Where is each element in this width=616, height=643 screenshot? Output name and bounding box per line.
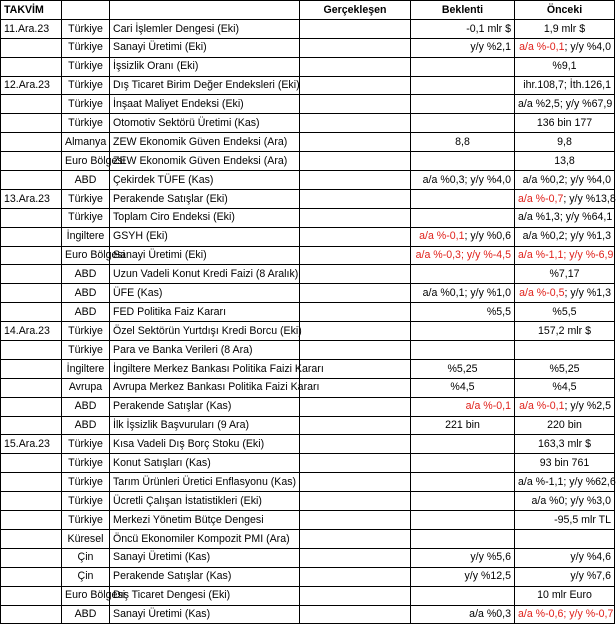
table-row	[1, 511, 615, 530]
event-cell: İlk İşsizlik Başvuruları (9 Ara)	[110, 416, 300, 435]
expected-cell: y/y %5,6	[411, 548, 515, 567]
expected-cell: a/a %-0,1; y/y %0,6	[411, 227, 515, 246]
date-cell	[1, 95, 62, 114]
actual-cell	[300, 189, 411, 208]
country-cell: Türkiye	[62, 189, 110, 208]
table-row	[1, 114, 615, 133]
actual-cell	[300, 57, 411, 76]
previous-cell: %7,17	[515, 265, 615, 284]
actual-cell	[300, 114, 411, 133]
event-cell: İşsizlik Oranı (Eki)	[110, 57, 300, 76]
table-row	[1, 57, 615, 76]
table-row	[1, 95, 615, 114]
expected-cell	[411, 322, 515, 341]
table-row	[1, 76, 615, 95]
date-cell	[1, 265, 62, 284]
expected-cell	[411, 435, 515, 454]
event-cell: Cari İşlemler Dengesi (Eki)	[110, 19, 300, 38]
expected-cell	[411, 114, 515, 133]
date-cell	[1, 359, 62, 378]
country-cell: Türkiye	[62, 95, 110, 114]
expected-cell	[411, 95, 515, 114]
actual-cell	[300, 208, 411, 227]
actual-cell	[300, 454, 411, 473]
country-cell: ABD	[62, 284, 110, 303]
date-cell	[1, 473, 62, 492]
previous-cell: 93 bin 761	[515, 454, 615, 473]
expected-cell: %4,5	[411, 378, 515, 397]
previous-cell: a/a %-0,7; y/y %13,8	[515, 189, 615, 208]
table-row	[1, 397, 615, 416]
table-row	[1, 284, 615, 303]
table-row	[1, 265, 615, 284]
previous-cell: 157,2 mlr $	[515, 322, 615, 341]
header-expected: Beklenti	[411, 1, 515, 20]
actual-cell	[300, 548, 411, 567]
table-row	[1, 303, 615, 322]
previous-cell: 13,8	[515, 152, 615, 171]
event-cell: Dış Ticaret Birim Değer Endeksleri (Eki)	[110, 76, 300, 95]
date-cell	[1, 227, 62, 246]
country-cell: İngiltere	[62, 227, 110, 246]
date-cell	[1, 208, 62, 227]
event-cell: Konut Satışları (Kas)	[110, 454, 300, 473]
actual-cell	[300, 265, 411, 284]
previous-cell: 136 bin 177	[515, 114, 615, 133]
expected-cell: a/a %-0,3; y/y %-4,5	[411, 246, 515, 265]
previous-cell: 1,9 mlr $	[515, 19, 615, 38]
previous-cell: ihr.108,7; İth.126,1	[515, 76, 615, 95]
event-cell: İngiltere Merkez Bankası Politika Faizi Kararı	[110, 359, 300, 378]
previous-cell: %9,1	[515, 57, 615, 76]
date-cell: 12.Ara.23	[1, 76, 62, 95]
expected-cell	[411, 341, 515, 360]
table-row	[1, 152, 615, 171]
date-cell	[1, 114, 62, 133]
header-country	[62, 1, 110, 20]
table-row	[1, 473, 615, 492]
date-cell: 13.Ara.23	[1, 189, 62, 208]
previous-cell: 163,3 mlr $	[515, 435, 615, 454]
event-cell: Uzun Vadeli Konut Kredi Faizi (8 Aralık)	[110, 265, 300, 284]
actual-cell	[300, 227, 411, 246]
actual-cell	[300, 38, 411, 57]
expected-cell: %5,25	[411, 359, 515, 378]
expected-cell: %5,5	[411, 303, 515, 322]
actual-cell	[300, 492, 411, 511]
country-cell: Türkiye	[62, 208, 110, 227]
previous-cell: 10 mlr Euro	[515, 586, 615, 605]
country-cell: Türkiye	[62, 322, 110, 341]
table-row	[1, 227, 615, 246]
expected-cell	[411, 152, 515, 171]
expected-cell	[411, 454, 515, 473]
actual-cell	[300, 511, 411, 530]
country-cell: Türkiye	[62, 492, 110, 511]
date-cell	[1, 454, 62, 473]
expected-cell: a/a %0,1; y/y %1,0	[411, 284, 515, 303]
previous-cell: a/a %-1,1; y/y %62,6	[515, 473, 615, 492]
event-cell: Perakende Satışlar (Kas)	[110, 397, 300, 416]
event-cell: Dış Ticaret Dengesi (Eki)	[110, 586, 300, 605]
previous-cell: a/a %0,2; y/y %1,3	[515, 227, 615, 246]
table-row	[1, 492, 615, 511]
actual-cell	[300, 605, 411, 624]
actual-cell	[300, 76, 411, 95]
date-cell	[1, 38, 62, 57]
country-cell: Türkiye	[62, 114, 110, 133]
date-cell	[1, 133, 62, 152]
table-row	[1, 208, 615, 227]
previous-cell: a/a %0,2; y/y %4,0	[515, 171, 615, 190]
country-cell: ABD	[62, 605, 110, 624]
date-cell	[1, 57, 62, 76]
event-cell: FED Politika Faiz Kararı	[110, 303, 300, 322]
expected-cell: a/a %0,3; y/y %4,0	[411, 171, 515, 190]
country-cell: ABD	[62, 416, 110, 435]
country-cell: Türkiye	[62, 76, 110, 95]
date-cell	[1, 378, 62, 397]
expected-cell: y/y %2,1	[411, 38, 515, 57]
event-cell: Sanayi Üretimi (Kas)	[110, 548, 300, 567]
calendar-body	[1, 19, 615, 624]
table-row	[1, 19, 615, 38]
country-cell: Türkiye	[62, 511, 110, 530]
previous-cell: a/a %-1,1; y/y %-6,9	[515, 246, 615, 265]
date-cell: 15.Ara.23	[1, 435, 62, 454]
table-row	[1, 246, 615, 265]
expected-cell	[411, 189, 515, 208]
date-cell	[1, 567, 62, 586]
expected-cell	[411, 57, 515, 76]
expected-cell: -0,1 mlr $	[411, 19, 515, 38]
table-row	[1, 548, 615, 567]
event-cell: ZEW Ekonomik Güven Endeksi (Ara)	[110, 133, 300, 152]
country-cell: Euro Bölgesi	[62, 246, 110, 265]
event-cell: Merkezi Yönetim Bütçe Dengesi	[110, 511, 300, 530]
date-cell	[1, 548, 62, 567]
date-cell	[1, 511, 62, 530]
country-cell: İngiltere	[62, 359, 110, 378]
table-row	[1, 322, 615, 341]
country-cell: Türkiye	[62, 454, 110, 473]
event-cell: İnşaat Maliyet Endeksi (Eki)	[110, 95, 300, 114]
event-cell: Kısa Vadeli Dış Borç Stoku (Eki)	[110, 435, 300, 454]
date-cell	[1, 492, 62, 511]
previous-cell: %5,5	[515, 303, 615, 322]
expected-cell	[411, 208, 515, 227]
header-actual: Gerçekleşen	[300, 1, 411, 20]
country-cell: ABD	[62, 397, 110, 416]
date-cell	[1, 416, 62, 435]
table-row	[1, 435, 615, 454]
actual-cell	[300, 322, 411, 341]
event-cell: Öncü Ekonomiler Kompozit PMI (Ara)	[110, 529, 300, 548]
country-cell: Almanya	[62, 133, 110, 152]
event-cell: Perakende Satışlar (Kas)	[110, 567, 300, 586]
event-cell: Sanayi Üretimi (Kas)	[110, 605, 300, 624]
actual-cell	[300, 303, 411, 322]
header-row	[1, 1, 615, 20]
expected-cell: 8,8	[411, 133, 515, 152]
date-cell: 14.Ara.23	[1, 322, 62, 341]
expected-cell: a/a %0,3	[411, 605, 515, 624]
table-row	[1, 586, 615, 605]
previous-cell: %5,25	[515, 359, 615, 378]
previous-cell: a/a %1,3; y/y %64,1	[515, 208, 615, 227]
table-row	[1, 605, 615, 624]
table-row	[1, 378, 615, 397]
event-cell: Ücretli Çalışan İstatistikleri (Eki)	[110, 492, 300, 511]
event-cell: Avrupa Merkez Bankası Politika Faizi Kararı	[110, 378, 300, 397]
expected-cell	[411, 265, 515, 284]
country-cell: Türkiye	[62, 19, 110, 38]
expected-cell: 221 bin	[411, 416, 515, 435]
actual-cell	[300, 133, 411, 152]
event-cell: ZEW Ekonomik Güven Endeksi (Ara)	[110, 152, 300, 171]
date-cell	[1, 586, 62, 605]
previous-cell: a/a %-0,5; y/y %1,3	[515, 284, 615, 303]
date-cell	[1, 397, 62, 416]
date-cell	[1, 152, 62, 171]
date-cell	[1, 529, 62, 548]
event-cell: Sanayi Üretimi (Eki)	[110, 38, 300, 57]
actual-cell	[300, 246, 411, 265]
expected-cell	[411, 529, 515, 548]
event-cell: Tarım Ürünleri Üretici Enflasyonu (Kas)	[110, 473, 300, 492]
actual-cell	[300, 19, 411, 38]
actual-cell	[300, 171, 411, 190]
actual-cell	[300, 397, 411, 416]
table-row	[1, 133, 615, 152]
actual-cell	[300, 473, 411, 492]
actual-cell	[300, 284, 411, 303]
country-cell: Türkiye	[62, 435, 110, 454]
previous-cell	[515, 529, 615, 548]
date-cell	[1, 605, 62, 624]
date-cell: 11.Ara.23	[1, 19, 62, 38]
country-cell: Euro Bölgesi	[62, 152, 110, 171]
country-cell: Türkiye	[62, 38, 110, 57]
expected-cell	[411, 473, 515, 492]
event-cell: ÜFE (Kas)	[110, 284, 300, 303]
table-row	[1, 416, 615, 435]
previous-cell: -95,5 mlr TL	[515, 511, 615, 530]
country-cell: Türkiye	[62, 57, 110, 76]
previous-cell: y/y %4,6	[515, 548, 615, 567]
country-cell: Euro Bölgesi	[62, 586, 110, 605]
actual-cell	[300, 416, 411, 435]
event-cell: GSYH (Eki)	[110, 227, 300, 246]
previous-cell: %4,5	[515, 378, 615, 397]
actual-cell	[300, 529, 411, 548]
previous-cell: y/y %7,6	[515, 567, 615, 586]
date-cell	[1, 303, 62, 322]
actual-cell	[300, 95, 411, 114]
header-date: TAKVİM	[1, 1, 62, 20]
country-cell: Avrupa	[62, 378, 110, 397]
previous-cell: a/a %0; y/y %3,0	[515, 492, 615, 511]
previous-cell: a/a %-0,6; y/y %-0,7	[515, 605, 615, 624]
table-row	[1, 359, 615, 378]
previous-cell: a/a %2,5; y/y %67,9	[515, 95, 615, 114]
previous-cell	[515, 341, 615, 360]
date-cell	[1, 246, 62, 265]
event-cell: Çekirdek TÜFE (Kas)	[110, 171, 300, 190]
event-cell: Toplam Ciro Endeksi (Eki)	[110, 208, 300, 227]
expected-cell	[411, 511, 515, 530]
actual-cell	[300, 341, 411, 360]
country-cell: Çin	[62, 567, 110, 586]
country-cell: ABD	[62, 303, 110, 322]
previous-cell: a/a %-0,1; y/y %4,0	[515, 38, 615, 57]
table-row	[1, 189, 615, 208]
event-cell: Para ve Banka Verileri (8 Ara)	[110, 341, 300, 360]
previous-cell: 9,8	[515, 133, 615, 152]
expected-cell	[411, 492, 515, 511]
country-cell: Türkiye	[62, 341, 110, 360]
country-cell: Türkiye	[62, 473, 110, 492]
table-row	[1, 38, 615, 57]
event-cell: Perakende Satışlar (Eki)	[110, 189, 300, 208]
event-cell: Otomotiv Sektörü Üretimi (Kas)	[110, 114, 300, 133]
actual-cell	[300, 567, 411, 586]
event-cell: Sanayi Üretimi (Eki)	[110, 246, 300, 265]
country-cell: ABD	[62, 171, 110, 190]
date-cell	[1, 171, 62, 190]
expected-cell: a/a %-0,1	[411, 397, 515, 416]
actual-cell	[300, 586, 411, 605]
country-cell: Çin	[62, 548, 110, 567]
table-row	[1, 454, 615, 473]
expected-cell	[411, 586, 515, 605]
date-cell	[1, 284, 62, 303]
table-row	[1, 341, 615, 360]
country-cell: Küresel	[62, 529, 110, 548]
table-row	[1, 529, 615, 548]
table-row	[1, 567, 615, 586]
actual-cell	[300, 152, 411, 171]
expected-cell: y/y %12,5	[411, 567, 515, 586]
actual-cell	[300, 435, 411, 454]
header-previous: Önceki	[515, 1, 615, 20]
previous-cell: a/a %-0,1; y/y %2,5	[515, 397, 615, 416]
expected-cell	[411, 76, 515, 95]
table-row	[1, 171, 615, 190]
previous-cell: 220 bin	[515, 416, 615, 435]
header-event	[110, 1, 300, 20]
date-cell	[1, 341, 62, 360]
country-cell: ABD	[62, 265, 110, 284]
event-cell: Özel Sektörün Yurtdışı Kredi Borcu (Eki)	[110, 322, 300, 341]
